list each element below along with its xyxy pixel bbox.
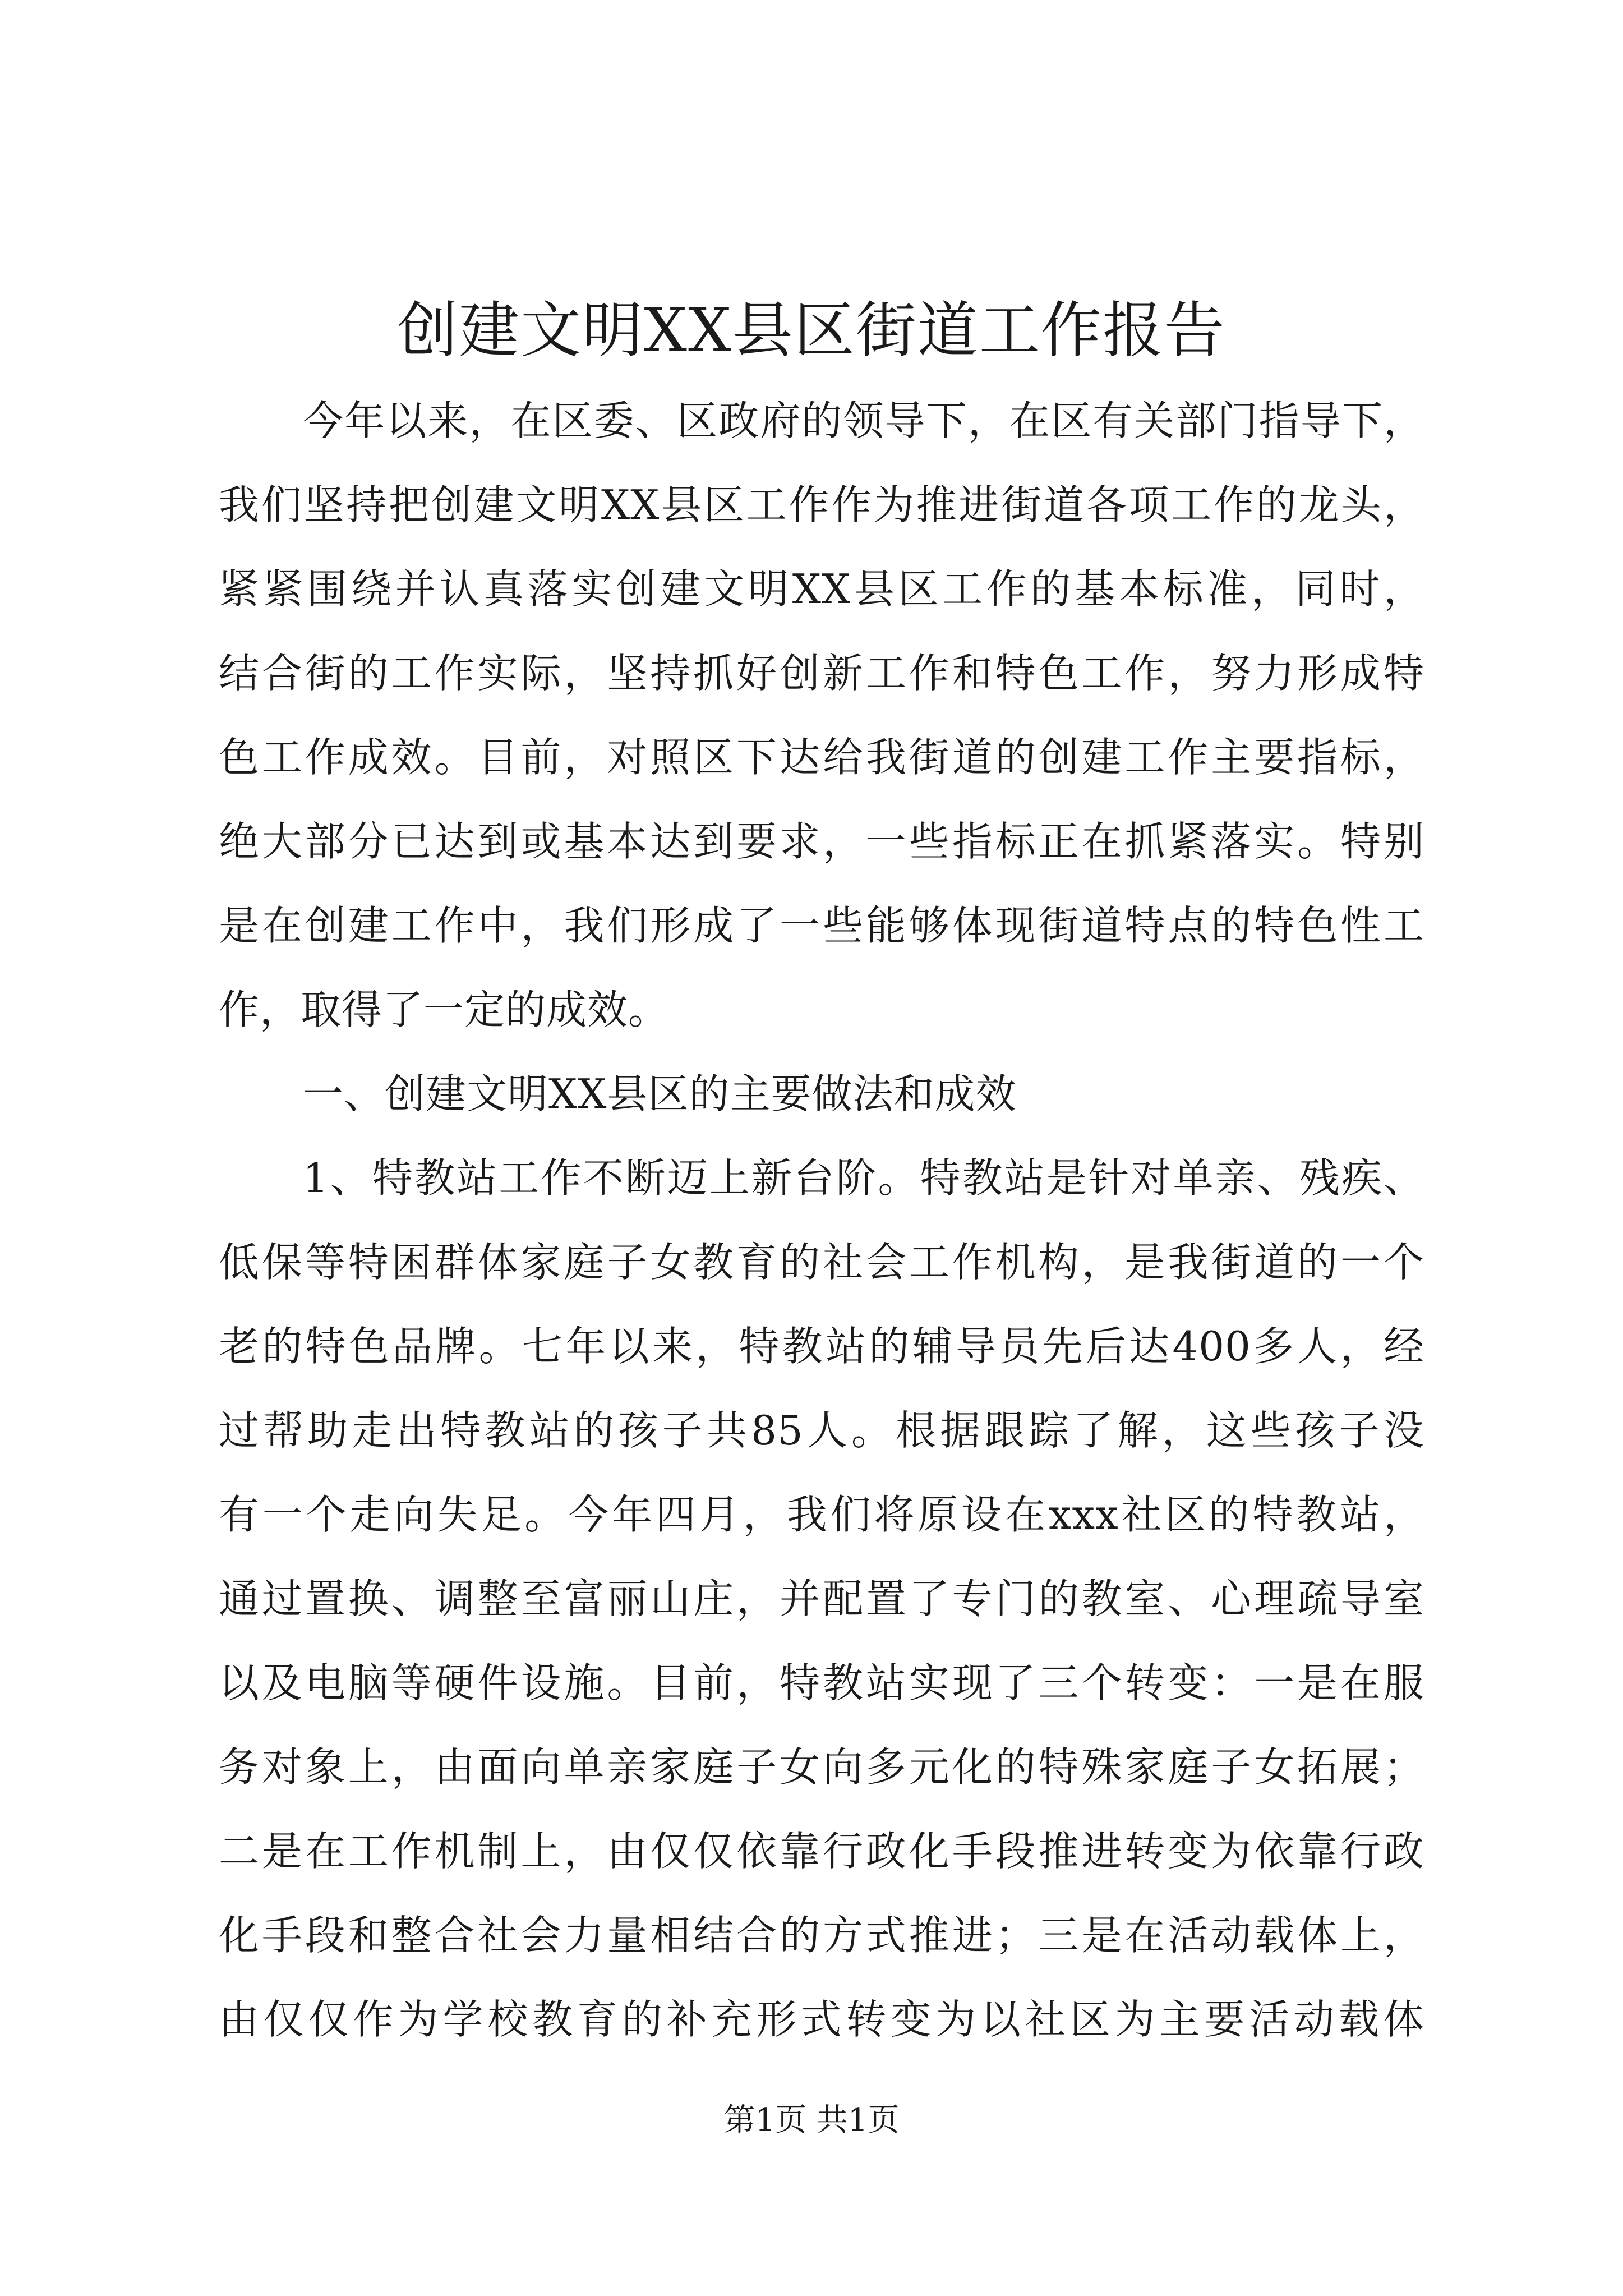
paragraph-line: 1、特教站工作不断迈上新台阶。特教站是针对单亲、残疾、: [303, 1154, 1424, 1202]
paragraph-line: 由仅仅作为学校教育的补充形式转变为以社区为主要活动载体: [219, 1996, 1424, 2043]
paragraph-line: 作，取得了一定的成效。: [219, 986, 670, 1033]
paragraph-line: 今年以来，在区委、区政府的领导下，在区有关部门指导下，: [303, 397, 1424, 444]
section-heading: 一、创建文明XX县区的主要做法和成效: [303, 1070, 1017, 1117]
paragraph-line: 结合街的工作实际，坚持抓好创新工作和特色工作，努力形成特: [219, 650, 1424, 697]
paragraph-line: 老的特色品牌。七年以来，特教站的辅导员先后达400多人，经: [219, 1323, 1424, 1370]
paragraph-line: 以及电脑等硬件设施。目前，特教站实现了三个转变：一是在服: [219, 1659, 1424, 1706]
paragraph-line: 色工作成效。目前，对照区下达给我街道的创建工作主要指标，: [219, 734, 1424, 781]
paragraph-line: 化手段和整合社会力量相结合的方式推进；三是在活动载体上，: [219, 1912, 1424, 1959]
paragraph-line: 过帮助走出特教站的孩子共85人。根据跟踪了解，这些孩子没: [219, 1407, 1424, 1454]
paragraph-line: 有一个走向失足。今年四月，我们将原设在xxx社区的特教站，: [219, 1491, 1424, 1538]
paragraph-line: 二是在工作机制上，由仅仅依靠行政化手段推进转变为依靠行政: [219, 1828, 1424, 1875]
paragraph-line: 务对象上，由面向单亲家庭子女向多元化的特殊家庭子女拓展；: [219, 1743, 1424, 1791]
paragraph-line: 绝大部分已达到或基本达到要求，一些指标正在抓紧落实。特别: [219, 818, 1424, 865]
paragraph-line: 紧紧围绕并认真落实创建文明XX县区工作的基本标准，同时，: [219, 565, 1424, 613]
paragraph-line: 我们坚持把创建文明XX县区工作作为推进街道各项工作的龙头，: [219, 481, 1424, 528]
paragraph-line: 是在创建工作中，我们形成了一些能够体现街道特点的特色性工: [219, 902, 1424, 949]
paragraph-line: 低保等特困群体家庭子女教育的社会工作机构，是我街道的一个: [219, 1239, 1424, 1286]
document-title: 创建文明XX县区街道工作报告: [397, 296, 1226, 366]
paragraph-line: 通过置换、调整至富丽山庄，并配置了专门的教室、心理疏导室: [219, 1575, 1424, 1622]
page-footer: 第1页 共1页: [723, 2102, 900, 2138]
